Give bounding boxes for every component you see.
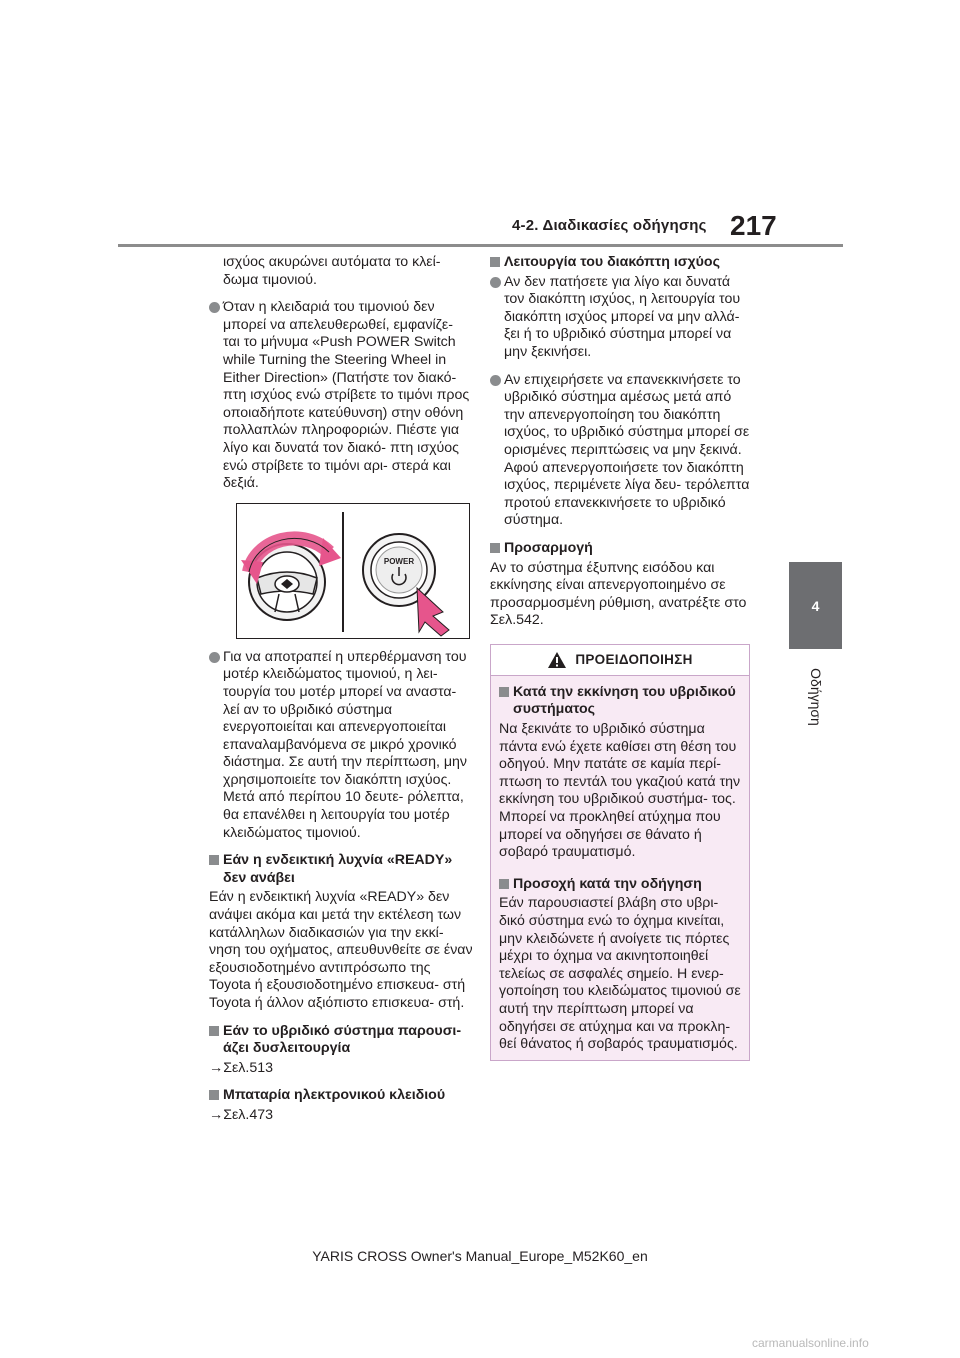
heading-power-switch: Λειτουργία του διακόπτη ισχύος [490,254,752,272]
warning-text-start-b: Μπορεί να προκληθεί ατύχημα που μπορεί να οδηγήσει σε θάνατο ή σοβαρό τραυματισμό. [499,809,721,861]
heading-customization: Προσαρμογή [490,540,752,558]
bullet-dot-icon [209,302,220,313]
right-column [490,254,752,1061]
bullet-lock-release: Όταν η κλειδαριά του τιμονιού δεν μπορεί να απελευθερωθεί, εμφανίζε- ται το μήνυμα «Push POWER Switch while Turning the Steering Wheel in Either Direction» (Πατήστε τον διακό- πτη ισχύος ενώ στρίβετε το τιμόνι προς οποιαδήποτε κατεύθυνση) στην οθόνη πολλαπλών πληροφοριών. Πιέστε για λίγο και δυνατά τον διακό- πτη ισχύος ενώ στρίβετε το τιμόνι αρι- στερά και δεξιά. [209,299,473,493]
push-arrow-icon [417,588,449,636]
warning-box [490,644,750,1061]
chapter-label: Οδήγηση [808,668,824,726]
bullet-dot-icon [490,375,501,386]
steering-wheel-illustration [237,504,469,638]
chapter-number: 4 [811,597,820,614]
left-column [209,254,473,1135]
heading-key-battery: Μπαταρία ηλεκτρονικού κλειδιού [209,1087,473,1105]
steering-power-figure [236,503,470,639]
intro-continuation: ισχύος ακυρώνει αυτόματα το κλεί- δωμα τιμονιού. [223,254,441,288]
heading-square-icon [209,1090,219,1100]
header-divider [118,244,843,247]
text-customization: Αν το σύστημα έξυπνης εισόδου και εκκίνησης είναι απενεργοποιημένο σε προσαρμοσμένη ρύθμιση, ανατρέξτε στο Σελ.542. [490,559,747,629]
heading-square-icon [209,855,219,865]
ref-malfunction-link[interactable]: →Σελ.513 [209,1059,273,1076]
heading-square-icon [499,879,509,889]
heading-square-icon [490,257,500,267]
bullet-overheat: Για να αποτραπεί η υπερθέρμανση του μοτέρ κλειδώματος τιμονιού, η λει- τουργία του μοτέρ μπορεί να αναστα- λεί αν το υβριδικό σύστημα ενεργοποιείται και απενεργοποιείται επαναλαμβανόμενα σε μικρό χρονικό διάστημα. Σε αυτή την περίπτωση, μην χρησιμοποιείτε τον διακόπτη ισχύος. Μετά από περίπου 10 δευτε- ρόλεπτα, θα επανέλθει η λειτουργία του μοτέρ κλειδώματος τιμονιού. [209,649,473,843]
bullet-restart: Αν επιχειρήσετε να επανεκκινήσετε το υβριδικό σύστημα αμέσως μετά από την απενεργοποίηση του διακόπτη ισχύος, το υβριδικό σύστημα μπορεί σε ορισμένες περιπτώσεις να μην ξεκινά. Αφού απενεργοποιήσετε τον διακόπτη ισχύος, περιμένετε λίγα δευ- τερόλεπτα προτού επανεκκινήσετε το υβριδικό σύστημα. [490,372,752,530]
page-number: 217 [730,210,777,241]
warning-triangle-icon [547,651,567,669]
bullet-dot-icon [490,277,501,288]
warning-text-start-a: Να ξεκινάτε το υβριδικό σύστημα πάντα ενώ έχετε καθίσει στη θέση του οδηγού. Μην πατάτε σε καμία περί- πτωση το πεντάλ του γκαζιού κατά την εκκίνηση του υβριδικού συστήμα- τος. [499,721,741,808]
warning-heading-start: Κατά την εκκίνηση του υβριδικού συστήματος [499,684,741,719]
text-ready-light: Εάν η ενδεικτική λυχνία «READY» δεν ανάψει ακόμα και μετά την εκτέλεση των κατάλληλων διαδικασιών για την εκκί- νηση του οχήματος, απευθυνθείτε σε έναν εξουσιοδοτημένο αντιπρόσωπο της Toyota ή εξουσιοδοτημένο επισκευα- στή Toyota ή άλλον αξιόπιστο επισκευα- στή. [209,889,473,1011]
heading-square-icon [209,1026,219,1036]
footer-manual-id: YARIS CROSS Owner's Manual_Europe_M52K60_en [312,1248,648,1264]
power-label: POWER [383,556,415,566]
warning-header [491,645,749,676]
chapter-tab[interactable] [789,562,842,649]
heading-square-icon [490,543,500,553]
watermark: carmanualsonline.info [752,1336,869,1350]
heading-malfunction: Εάν το υβριδικό σύστημα παρουσι- άζει δυσλειτουργία [209,1023,473,1058]
warning-title: ΠΡΟΕΙΔΟΠΟΙΗΣΗ [575,652,693,668]
section-title: 4-2. Διαδικασίες οδήγησης [512,217,707,234]
heading-ready-light: Εάν η ενδεικτική λυχνία «READY» δεν ανάβει [209,852,473,887]
heading-square-icon [499,687,509,697]
ref-battery-link[interactable]: →Σελ.473 [209,1106,273,1123]
warning-text-driving: Εάν παρουσιαστεί βλάβη στο υβρι- δικό σύστημα ενώ το όχημα κινείται, μην κλειδώνετε ή ανοίγετε τις πόρτες μέχρι το όχημα να ακινητοποιηθεί τελείως σε ασφαλές σημείο. Η ενερ- γοποίηση του κλειδώματος τιμονιού σε αυτή την περίπτωση μπορεί να οδηγήσει σε ατύχημα και να προκλη- θεί θάνατος ή σοβαρός τραυματισμός. [499,895,741,1053]
bullet-dot-icon [209,652,220,663]
bullet-press-switch: Αν δεν πατήσετε για λίγο και δυνατά τον διακόπτη ισχύος, η λειτουργία του διακόπτη ισχύος μπορεί να μην αλλά- ξει ή το υβριδικό σύστημα μπορεί να μην ξεκινήσει. [490,274,752,362]
warning-heading-driving: Προσοχή κατά την οδήγηση [499,876,741,894]
